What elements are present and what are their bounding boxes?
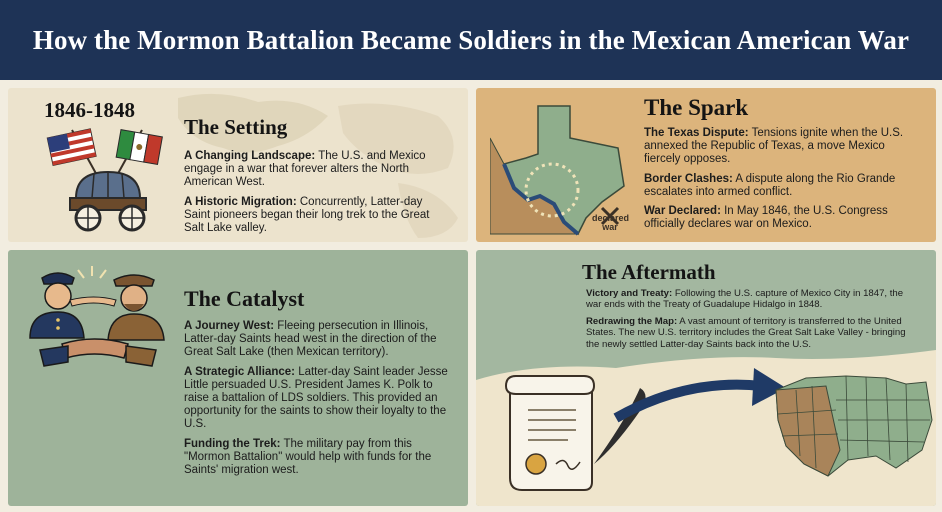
page-title: How the Mormon Battalion Became Soldiers in the Mexican American War bbox=[32, 24, 910, 55]
aftermath-item: Victory and Treaty: Following the U.S. capture of Mexico City in 1847, the war ends with the Treaty of Guadalupe Hidalgo in 1848. bbox=[586, 288, 904, 311]
catalyst-item: A Strategic Alliance: Latter-day Saint leader Jesse Little persuaded U.S. President James K. Polk to raise a battalion of LDS soldiers. This provided an opportunity for the saints to show their loyalty to the U.S. bbox=[184, 365, 448, 431]
spark-item: The Texas Dispute: Tensions ignite when the U.S. annexed the Republic of Texas, a move Mexico fiercely opposes. bbox=[644, 127, 904, 166]
setting-title: The Setting bbox=[184, 115, 288, 139]
aftermath-text bbox=[586, 288, 916, 356]
spark-text bbox=[644, 127, 914, 237]
aftermath-item: Redrawing the Map: A vast amount of territory is transferred to the United States. The new U.S. territory includes the Great Salt Lake Valley - bringing the newly settled Latter-day Saints back into the U.S. bbox=[586, 315, 906, 350]
setting-panel bbox=[8, 88, 468, 242]
setting-years: 1846-1848 bbox=[44, 98, 135, 122]
setting-text bbox=[184, 150, 434, 241]
spark-item: Border Clashes: A dispute along the Rio Grande escalates into armed conflict. bbox=[644, 172, 896, 198]
setting-item: A Historic Migration: Concurrently, Latter-day Saint pioneers began their long trek to the Great Salt Lake valley. bbox=[184, 195, 430, 235]
catalyst-item: Funding the Trek: The military pay from this "Mormon Battalion" would help with funds for the Saints' migration west. bbox=[184, 437, 432, 477]
wagon-flags-icon bbox=[46, 128, 176, 238]
catalyst-panel bbox=[8, 250, 468, 506]
aftermath-panel bbox=[476, 250, 936, 506]
setting-item: A Changing Landscape: The U.S. and Mexico engage in a war that forever alters the North American West. bbox=[184, 150, 426, 189]
catalyst-item: A Journey West: Fleeing persecution in Illinois, Latter-day Saints head west in the direction of the Great Salt Lake (then Mexican territory). bbox=[184, 320, 437, 359]
spark-panel bbox=[476, 88, 936, 242]
spark-title: The Spark bbox=[644, 95, 749, 120]
header-banner bbox=[0, 0, 942, 80]
handshake-icon bbox=[22, 264, 172, 394]
map-declared-war-label: declared war bbox=[592, 213, 630, 232]
spark-item: War Declared: In May 1846, the U.S. Congress officially declares war on Mexico. bbox=[644, 205, 888, 231]
catalyst-text bbox=[184, 320, 456, 483]
aftermath-title: The Aftermath bbox=[582, 260, 716, 284]
catalyst-title: The Catalyst bbox=[184, 286, 305, 311]
